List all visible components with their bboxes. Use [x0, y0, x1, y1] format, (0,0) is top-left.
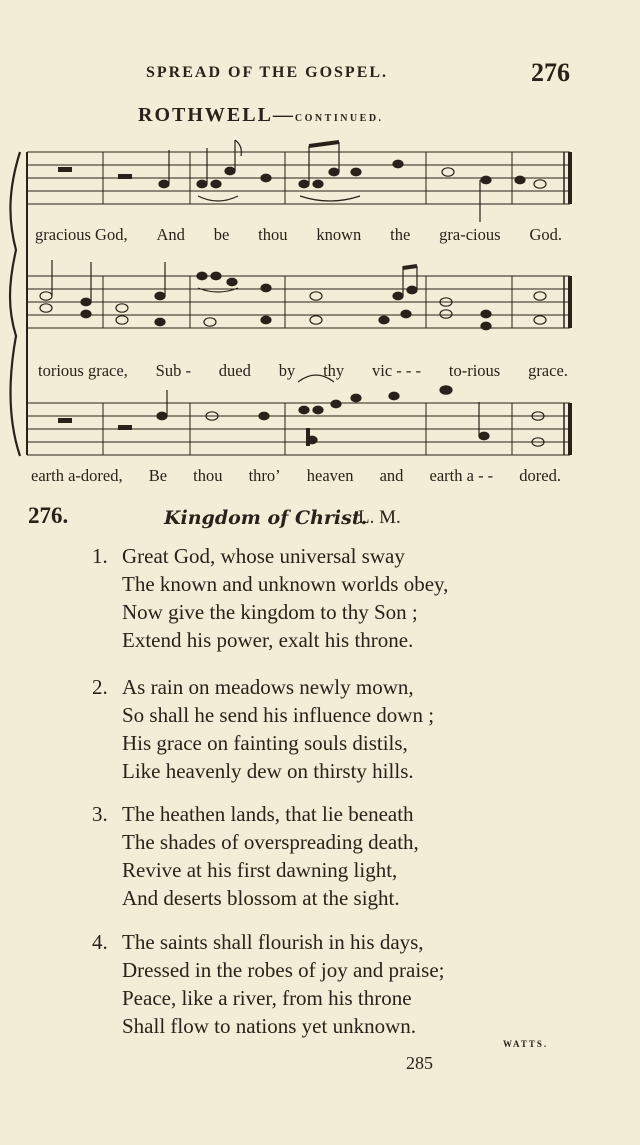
verse-line: Like heavenly dew on thirsty hills.	[122, 759, 414, 783]
lyric-line-2	[38, 361, 568, 381]
lyric-syllable: Sub -	[155, 361, 191, 380]
page-number: 285	[406, 1053, 433, 1073]
lyric-line-3	[31, 466, 561, 486]
section-title: SPREAD OF THE GOSPEL.	[146, 64, 389, 81]
verse-line: The saints shall flourish in his days,	[122, 930, 424, 954]
verse-line: Great God, whose universal sway	[122, 544, 405, 568]
hymn-number: 276.	[28, 503, 69, 528]
lyric-line-1	[35, 225, 562, 245]
lyric-syllable: vic - - -	[372, 361, 422, 380]
lyric-syllable: be	[213, 225, 230, 244]
lyric-syllable: God.	[529, 225, 562, 244]
hymn-meter: L. M.	[358, 507, 401, 528]
stanza-number: 4.	[92, 930, 108, 954]
verse-line: The shades of overspreading death,	[122, 830, 419, 854]
lyric-syllable: dued	[218, 361, 251, 380]
lyric-syllable: grace.	[528, 361, 568, 380]
verse-line: Revive at his first dawning light,	[122, 858, 398, 882]
verse-line: Dressed in the robes of joy and praise;	[122, 958, 445, 982]
running-head	[0, 58, 640, 96]
verse-line: And deserts blossom at the sight.	[122, 886, 400, 910]
music-score	[0, 126, 640, 466]
lyric-syllable: known	[316, 225, 362, 244]
tune-title	[138, 104, 384, 127]
lyric-syllable: gracious God,	[35, 225, 128, 244]
verse-line: Now give the kingdom to thy Son ;	[122, 600, 418, 624]
staff-3-notes	[58, 375, 544, 446]
hymn-title: Kingdom of Christ.	[164, 507, 368, 529]
verse-line: As rain on meadows newly mown,	[122, 675, 414, 699]
lyric-syllable: thou	[258, 225, 288, 244]
lyric-syllable: to-rious	[448, 361, 501, 380]
hymn-author: WATTS.	[503, 1039, 549, 1049]
tune-continued: CONTINUED.	[294, 113, 384, 124]
lyric-syllable: the	[390, 225, 411, 244]
lyric-syllable: Be	[148, 466, 168, 485]
lyric-syllable: And	[156, 225, 185, 244]
staff-2-notes	[40, 260, 546, 330]
verse-line: Peace, like a river, from his throne	[122, 986, 412, 1010]
lyric-syllable: thou	[193, 466, 223, 485]
tune-name: ROTHWELL—	[138, 104, 295, 126]
stanza-number: 3.	[92, 802, 108, 826]
lyric-syllable: gra-cious	[439, 225, 501, 244]
lyric-syllable: heaven	[306, 466, 354, 485]
system-brace	[10, 152, 20, 456]
lyric-syllable: thro’	[248, 466, 281, 485]
lyric-syllable: torious grace,	[38, 361, 128, 380]
lyric-syllable: and	[379, 466, 404, 485]
verse-line: The heathen lands, that lie beneath	[122, 802, 414, 826]
stanza-number: 2.	[92, 675, 108, 699]
verse-line: His grace on fainting souls distils,	[122, 731, 408, 755]
staff-2	[27, 276, 570, 328]
lyric-syllable: dored.	[519, 466, 561, 485]
lyric-syllable: earth a-dored,	[31, 466, 123, 485]
stanza-number: 1.	[92, 544, 108, 568]
verse-line: Shall flow to nations yet unknown.	[122, 1014, 416, 1038]
verse-line: The known and unknown worlds obey,	[122, 572, 449, 596]
verse-line: Extend his power, exalt his throne.	[122, 628, 414, 652]
lyric-syllable: thy	[323, 361, 345, 380]
lyric-syllable: by	[278, 361, 296, 380]
header-hymn-number: 276	[531, 58, 570, 87]
hymn-heading	[28, 503, 628, 533]
verse-line: So shall he send his influence down ;	[122, 703, 435, 727]
lyric-syllable: earth a - -	[429, 466, 494, 485]
